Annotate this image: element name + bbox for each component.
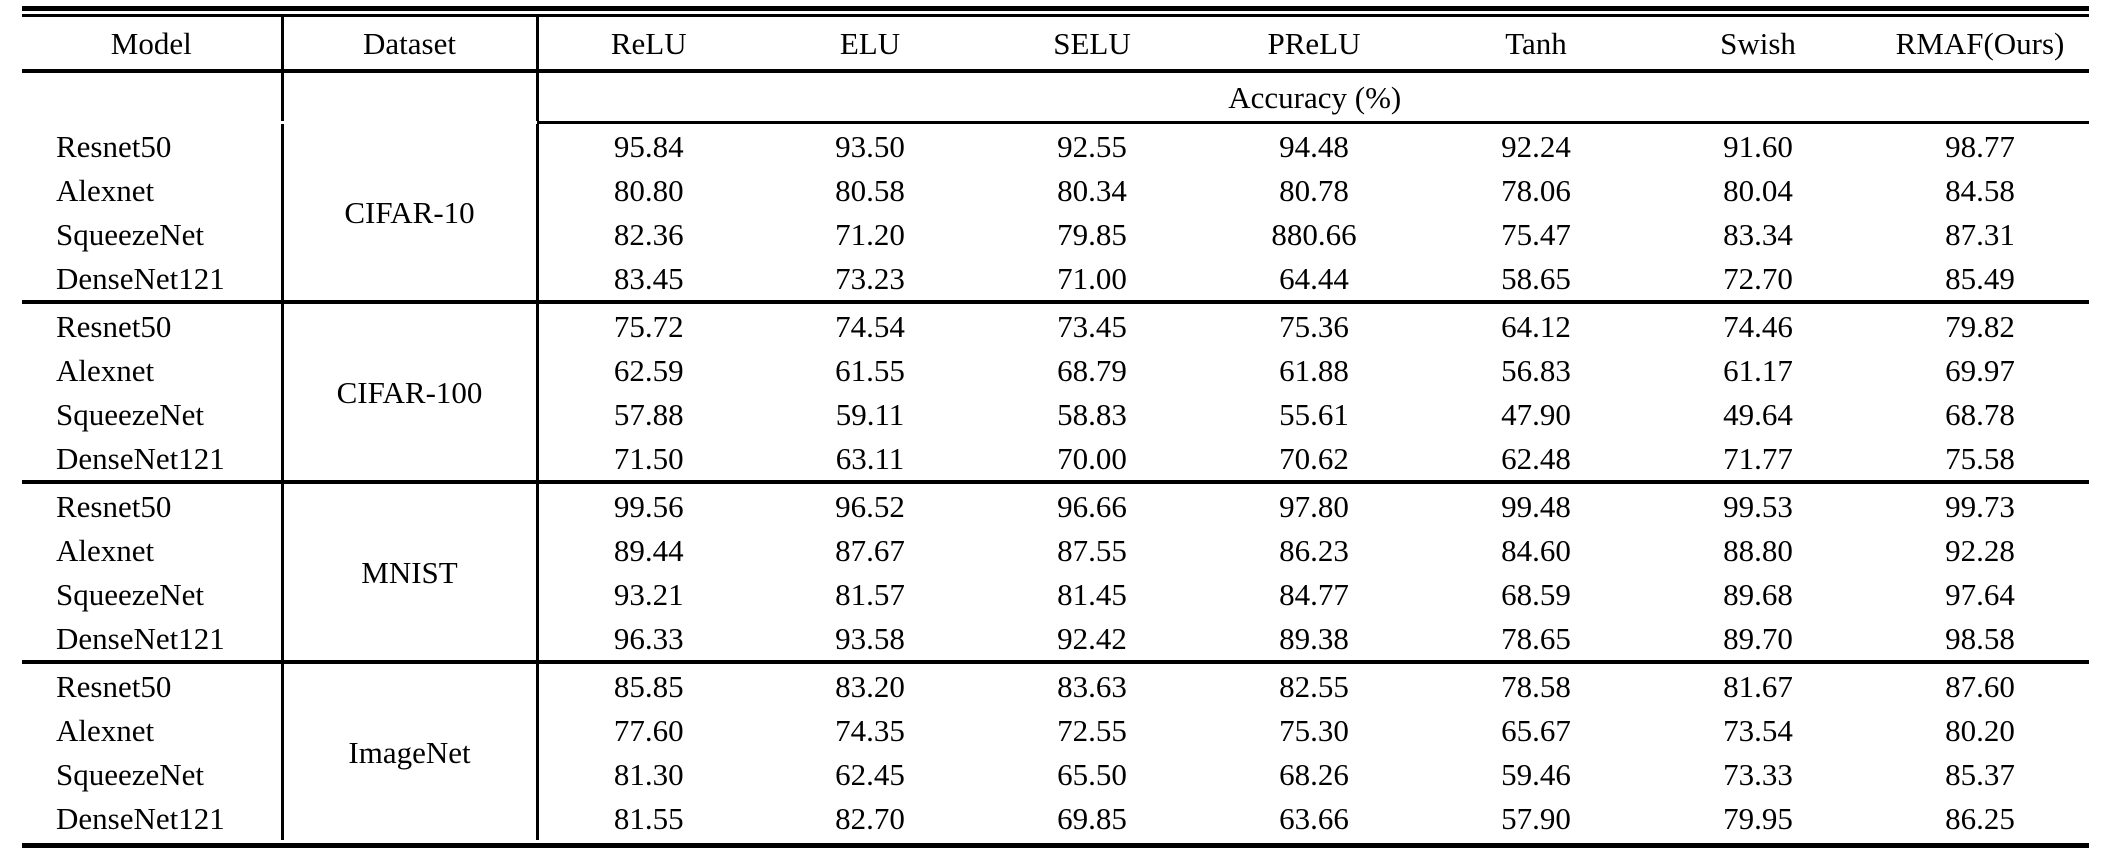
row-model-name: DenseNet121: [56, 260, 225, 296]
cell-prelu: 94.48: [1279, 128, 1349, 164]
table-header-row: [22, 17, 2091, 69]
cell-swish: 81.67: [1723, 668, 1793, 704]
column-header-rmaf: RMAF(Ours): [1895, 25, 2065, 61]
cell-elu: 74.54: [835, 308, 905, 344]
cell-rmaf: 98.77: [1945, 128, 2015, 164]
cell-selu: 69.85: [1057, 800, 1127, 836]
cell-prelu: 80.78: [1279, 172, 1349, 208]
cell-elu: 71.20: [835, 216, 905, 252]
column-header-elu: ELU: [839, 25, 901, 61]
column-header-relu: ReLU: [610, 25, 687, 61]
group-dataset-name: ImageNet: [282, 664, 537, 840]
cell-rmaf: 97.64: [1945, 576, 2015, 612]
column-header-prelu: PReLU: [1267, 25, 1361, 61]
cell-selu: 92.55: [1057, 128, 1127, 164]
cell-prelu: 84.77: [1279, 576, 1349, 612]
cell-tanh: 59.46: [1501, 756, 1571, 792]
cell-relu: 85.85: [613, 668, 684, 704]
column-header-swish: Swish: [1720, 25, 1796, 61]
cell-selu: 79.85: [1057, 216, 1127, 252]
cell-selu: 96.66: [1057, 488, 1127, 524]
cell-selu: 72.55: [1057, 712, 1127, 748]
cell-elu: 93.50: [835, 128, 905, 164]
row-model-name: Resnet50: [56, 308, 172, 344]
cell-selu: 70.00: [1057, 440, 1127, 476]
cell-elu: 82.70: [835, 800, 905, 836]
cell-relu: 62.59: [613, 352, 684, 388]
cell-elu: 87.67: [835, 532, 905, 568]
cell-relu: 81.55: [613, 800, 684, 836]
cell-relu: 75.72: [613, 308, 684, 344]
group-dataset-name: MNIST: [282, 484, 537, 660]
row-model-name: SqueezeNet: [56, 216, 205, 252]
row-model-name: Alexnet: [56, 712, 155, 748]
metric-label: Accuracy (%): [1228, 79, 1402, 115]
table-row: [22, 124, 2091, 168]
cell-selu: 68.79: [1057, 352, 1127, 388]
metric-row-spacer-model: [22, 73, 282, 121]
cell-relu: 96.33: [613, 620, 684, 656]
cell-tanh: 47.90: [1501, 396, 1571, 432]
row-model-name: DenseNet121: [56, 620, 225, 656]
cell-prelu: 63.66: [1279, 800, 1349, 836]
row-model-name: SqueezeNet: [56, 396, 205, 432]
row-model-name: Resnet50: [56, 668, 172, 704]
column-header-dataset: Dataset: [282, 17, 537, 69]
cell-swish: 72.70: [1723, 260, 1793, 296]
cell-prelu: 89.38: [1279, 620, 1349, 656]
cell-relu: 71.50: [613, 440, 684, 476]
cell-selu: 81.45: [1057, 576, 1127, 612]
table-row: [22, 664, 2091, 708]
cell-tanh: 56.83: [1501, 352, 1571, 388]
cell-swish: 74.46: [1723, 308, 1793, 344]
cell-prelu: 75.30: [1279, 712, 1349, 748]
cell-swish: 80.04: [1723, 172, 1793, 208]
cell-prelu: 880.66: [1271, 216, 1357, 252]
group-cifar100: [22, 304, 2091, 480]
cell-swish: 91.60: [1723, 128, 1793, 164]
cell-swish: 89.68: [1723, 576, 1793, 612]
row-model-name: Resnet50: [56, 488, 172, 524]
row-model-name: Alexnet: [56, 172, 155, 208]
group-dataset-name: CIFAR-10: [282, 124, 537, 300]
cell-tanh: 57.90: [1501, 800, 1571, 836]
cell-rmaf: 87.60: [1945, 668, 2015, 704]
cell-selu: 58.83: [1057, 396, 1127, 432]
cell-tanh: 58.65: [1501, 260, 1571, 296]
cell-tanh: 92.24: [1501, 128, 1571, 164]
cell-relu: 82.36: [613, 216, 684, 252]
cell-swish: 79.95: [1723, 800, 1793, 836]
cell-prelu: 86.23: [1279, 532, 1349, 568]
cell-swish: 71.77: [1723, 440, 1793, 476]
cell-selu: 65.50: [1057, 756, 1127, 792]
cell-rmaf: 69.97: [1945, 352, 2015, 388]
cell-rmaf: 98.58: [1945, 620, 2015, 656]
cell-elu: 62.45: [835, 756, 905, 792]
cell-rmaf: 92.28: [1945, 532, 2015, 568]
cell-relu: 80.80: [613, 172, 684, 208]
cell-selu: 87.55: [1057, 532, 1127, 568]
cell-relu: 81.30: [613, 756, 684, 792]
group-mnist: [22, 484, 2091, 660]
cell-tanh: 78.06: [1501, 172, 1571, 208]
row-model-name: SqueezeNet: [56, 756, 205, 792]
cell-tanh: 84.60: [1501, 532, 1571, 568]
cell-rmaf: 84.58: [1945, 172, 2015, 208]
row-model-name: SqueezeNet: [56, 576, 205, 612]
cell-tanh: 75.47: [1501, 216, 1571, 252]
row-model-name: Alexnet: [56, 532, 155, 568]
row-model-name: DenseNet121: [56, 440, 225, 476]
cell-rmaf: 75.58: [1945, 440, 2015, 476]
cell-swish: 73.33: [1723, 756, 1793, 792]
cell-tanh: 65.67: [1501, 712, 1571, 748]
cell-prelu: 82.55: [1279, 668, 1349, 704]
cell-selu: 80.34: [1057, 172, 1127, 208]
cell-elu: 83.20: [835, 668, 905, 704]
cell-rmaf: 85.49: [1945, 260, 2015, 296]
table-row: [22, 304, 2091, 348]
column-header-selu: SELU: [1053, 25, 1131, 61]
cell-tanh: 68.59: [1501, 576, 1571, 612]
row-model-name: DenseNet121: [56, 800, 225, 836]
cell-swish: 73.54: [1723, 712, 1793, 748]
cell-tanh: 99.48: [1501, 488, 1571, 524]
cell-prelu: 75.36: [1279, 308, 1349, 344]
cell-selu: 92.42: [1057, 620, 1127, 656]
table-row: [22, 484, 2091, 528]
cell-tanh: 64.12: [1501, 308, 1571, 344]
group-dataset-name: CIFAR-100: [282, 304, 537, 480]
cell-prelu: 68.26: [1279, 756, 1349, 792]
cell-rmaf: 99.73: [1945, 488, 2015, 524]
cell-rmaf: 87.31: [1945, 216, 2015, 252]
cell-tanh: 62.48: [1501, 440, 1571, 476]
cell-elu: 61.55: [835, 352, 905, 388]
metric-underline: [22, 121, 2089, 124]
cell-prelu: 55.61: [1279, 396, 1349, 432]
cell-prelu: 61.88: [1279, 352, 1349, 388]
cell-prelu: 70.62: [1279, 440, 1349, 476]
table-top-rule-outer: [22, 6, 2089, 11]
cell-rmaf: 79.82: [1945, 308, 2015, 344]
cell-elu: 81.57: [835, 576, 905, 612]
cell-elu: 74.35: [835, 712, 905, 748]
cell-relu: 83.45: [613, 260, 684, 296]
cell-elu: 59.11: [835, 396, 905, 432]
cell-elu: 80.58: [835, 172, 905, 208]
metric-label-row: [22, 73, 2091, 121]
cell-rmaf: 80.20: [1945, 712, 2015, 748]
cell-swish: 61.17: [1723, 352, 1793, 388]
results-body-top: [22, 73, 2091, 121]
cell-elu: 96.52: [835, 488, 905, 524]
cell-selu: 73.45: [1057, 308, 1127, 344]
cell-swish: 99.53: [1723, 488, 1793, 524]
cell-elu: 73.23: [835, 260, 905, 296]
cell-prelu: 64.44: [1279, 260, 1349, 296]
column-header-model: Model: [110, 25, 192, 61]
cell-swish: 49.64: [1723, 396, 1793, 432]
cell-relu: 93.21: [613, 576, 684, 612]
cell-selu: 71.00: [1057, 260, 1127, 296]
column-header-tanh: Tanh: [1505, 25, 1567, 61]
cell-swish: 89.70: [1723, 620, 1793, 656]
group-imagenet: [22, 664, 2091, 840]
cell-elu: 93.58: [835, 620, 905, 656]
cell-relu: 99.56: [613, 488, 684, 524]
cell-relu: 89.44: [613, 532, 684, 568]
cell-swish: 88.80: [1723, 532, 1793, 568]
cell-relu: 57.88: [613, 396, 684, 432]
cell-elu: 63.11: [835, 440, 905, 476]
cell-swish: 83.34: [1723, 216, 1793, 252]
cell-prelu: 97.80: [1279, 488, 1349, 524]
cell-selu: 83.63: [1057, 668, 1127, 704]
table-bottom-rule: [22, 843, 2089, 848]
row-model-name: Resnet50: [56, 128, 172, 164]
results-table: [22, 17, 2091, 69]
cell-rmaf: 86.25: [1945, 800, 2015, 836]
cell-tanh: 78.65: [1501, 620, 1571, 656]
cell-relu: 77.60: [613, 712, 684, 748]
cell-rmaf: 68.78: [1945, 396, 2015, 432]
row-model-name: Alexnet: [56, 352, 155, 388]
group-cifar10: [22, 124, 2091, 300]
cell-tanh: 78.58: [1501, 668, 1571, 704]
cell-rmaf: 85.37: [1945, 756, 2015, 792]
cell-relu: 95.84: [613, 128, 684, 164]
metric-row-spacer-dataset: [282, 73, 537, 121]
